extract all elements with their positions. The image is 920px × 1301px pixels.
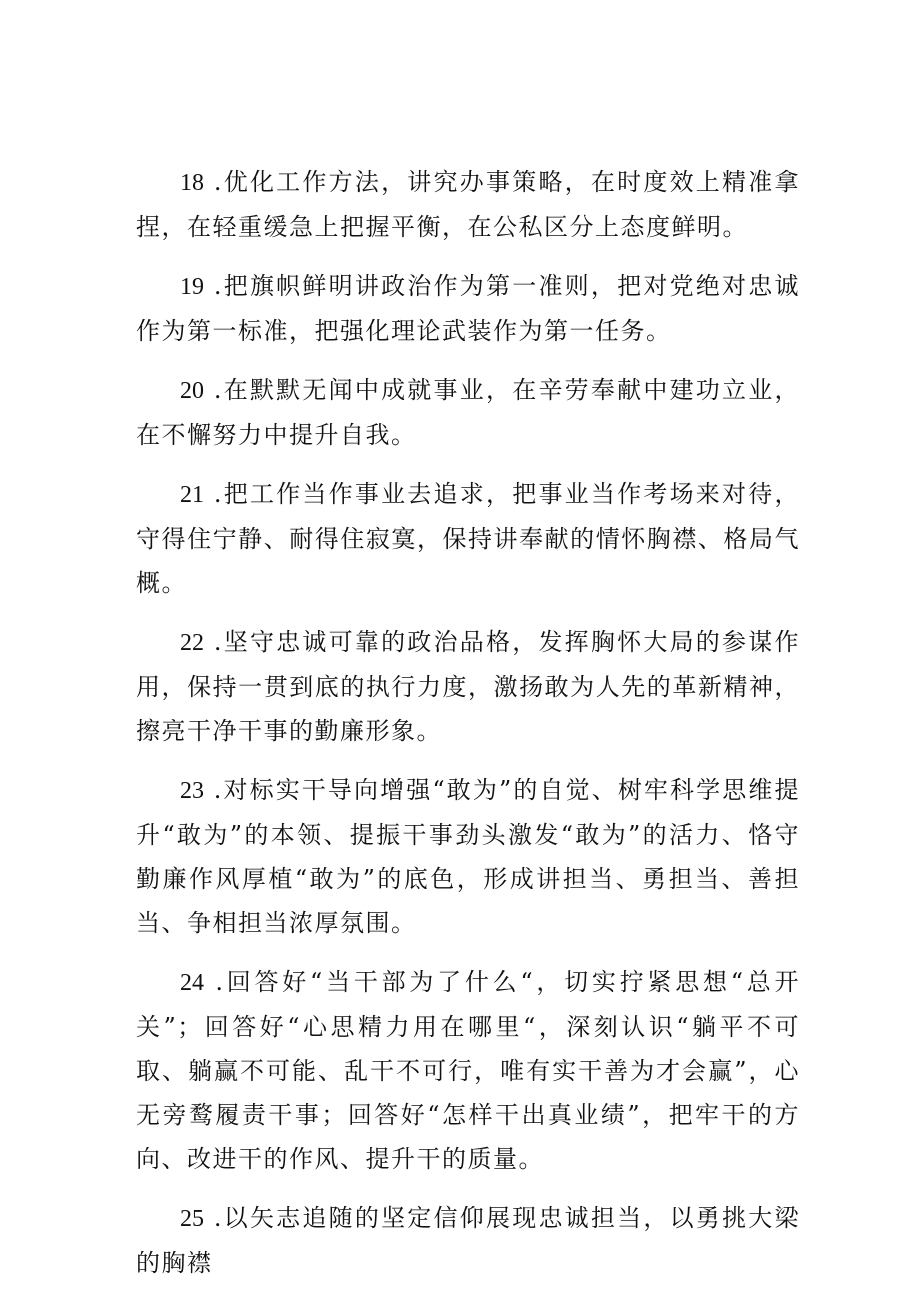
item-number: 20 [180, 378, 204, 404]
item-text: .对标实干导向增强“敢为”的自觉、树牢科学思维提升“敢为”的本领、提振干事劲头激发“敢为”的活力、恪守勤廉作风厚植“敢为”的底色，形成讲担当、勇担当、善担当、争相担当浓厚氛围。 [136, 776, 800, 937]
item-number: 23 [180, 778, 204, 804]
list-item [136, 620, 800, 753]
item-text: .以矢志追随的坚定信仰展现忠诚担当，以勇挑大梁的胸襟 [136, 1204, 800, 1277]
item-text: .把工作当作事业去追求，把事业当作考场来对待，守得住宁静、耐得住寂寞，保持讲奉献的情怀胸襟、格局气概。 [136, 480, 800, 597]
list-item [136, 472, 800, 605]
item-number: 25 [180, 1206, 204, 1232]
list-item [136, 1196, 800, 1285]
item-number: 24 [180, 970, 204, 996]
item-text: .优化工作方法，讲究办事策略，在时度效上精准拿捏，在轻重缓急上把握平衡，在公私区分上态度鲜明。 [136, 168, 800, 241]
item-text: .坚守忠诚可靠的政治品格，发挥胸怀大局的参谋作用，保持一贯到底的执行力度，激扬敢为人先的革新精神，擦亮干净干事的勤廉形象。 [136, 628, 800, 745]
item-number: 19 [180, 274, 204, 300]
list-item [136, 264, 800, 353]
item-number: 22 [180, 630, 204, 656]
item-text: .把旗帜鲜明讲政治作为第一准则，把对党绝对忠诚作为第一标准，把强化理论武装作为第一任务。 [136, 272, 800, 345]
item-text: .在默默无闻中成就事业，在辛劳奉献中建功立业，在不懈努力中提升自我。 [136, 376, 800, 449]
item-number: 21 [180, 482, 204, 508]
list-item [136, 960, 800, 1181]
document-body [136, 160, 800, 1300]
list-item [136, 368, 800, 457]
list-item [136, 768, 800, 945]
item-number: 18 [180, 170, 204, 196]
item-text: .回答好“当干部为了什么“，切实拧紧思想“总开关”；回答好“心思精力用在哪里“，深刻认识“躺平不可取、躺赢不可能、乱干不可行，唯有实干善为才会赢”，心无旁鹜履责干事；回答好“怎样干出真业绩”，把牢干的方向、改进干的作风、提升干的质量。 [136, 968, 800, 1173]
list-item [136, 160, 800, 249]
